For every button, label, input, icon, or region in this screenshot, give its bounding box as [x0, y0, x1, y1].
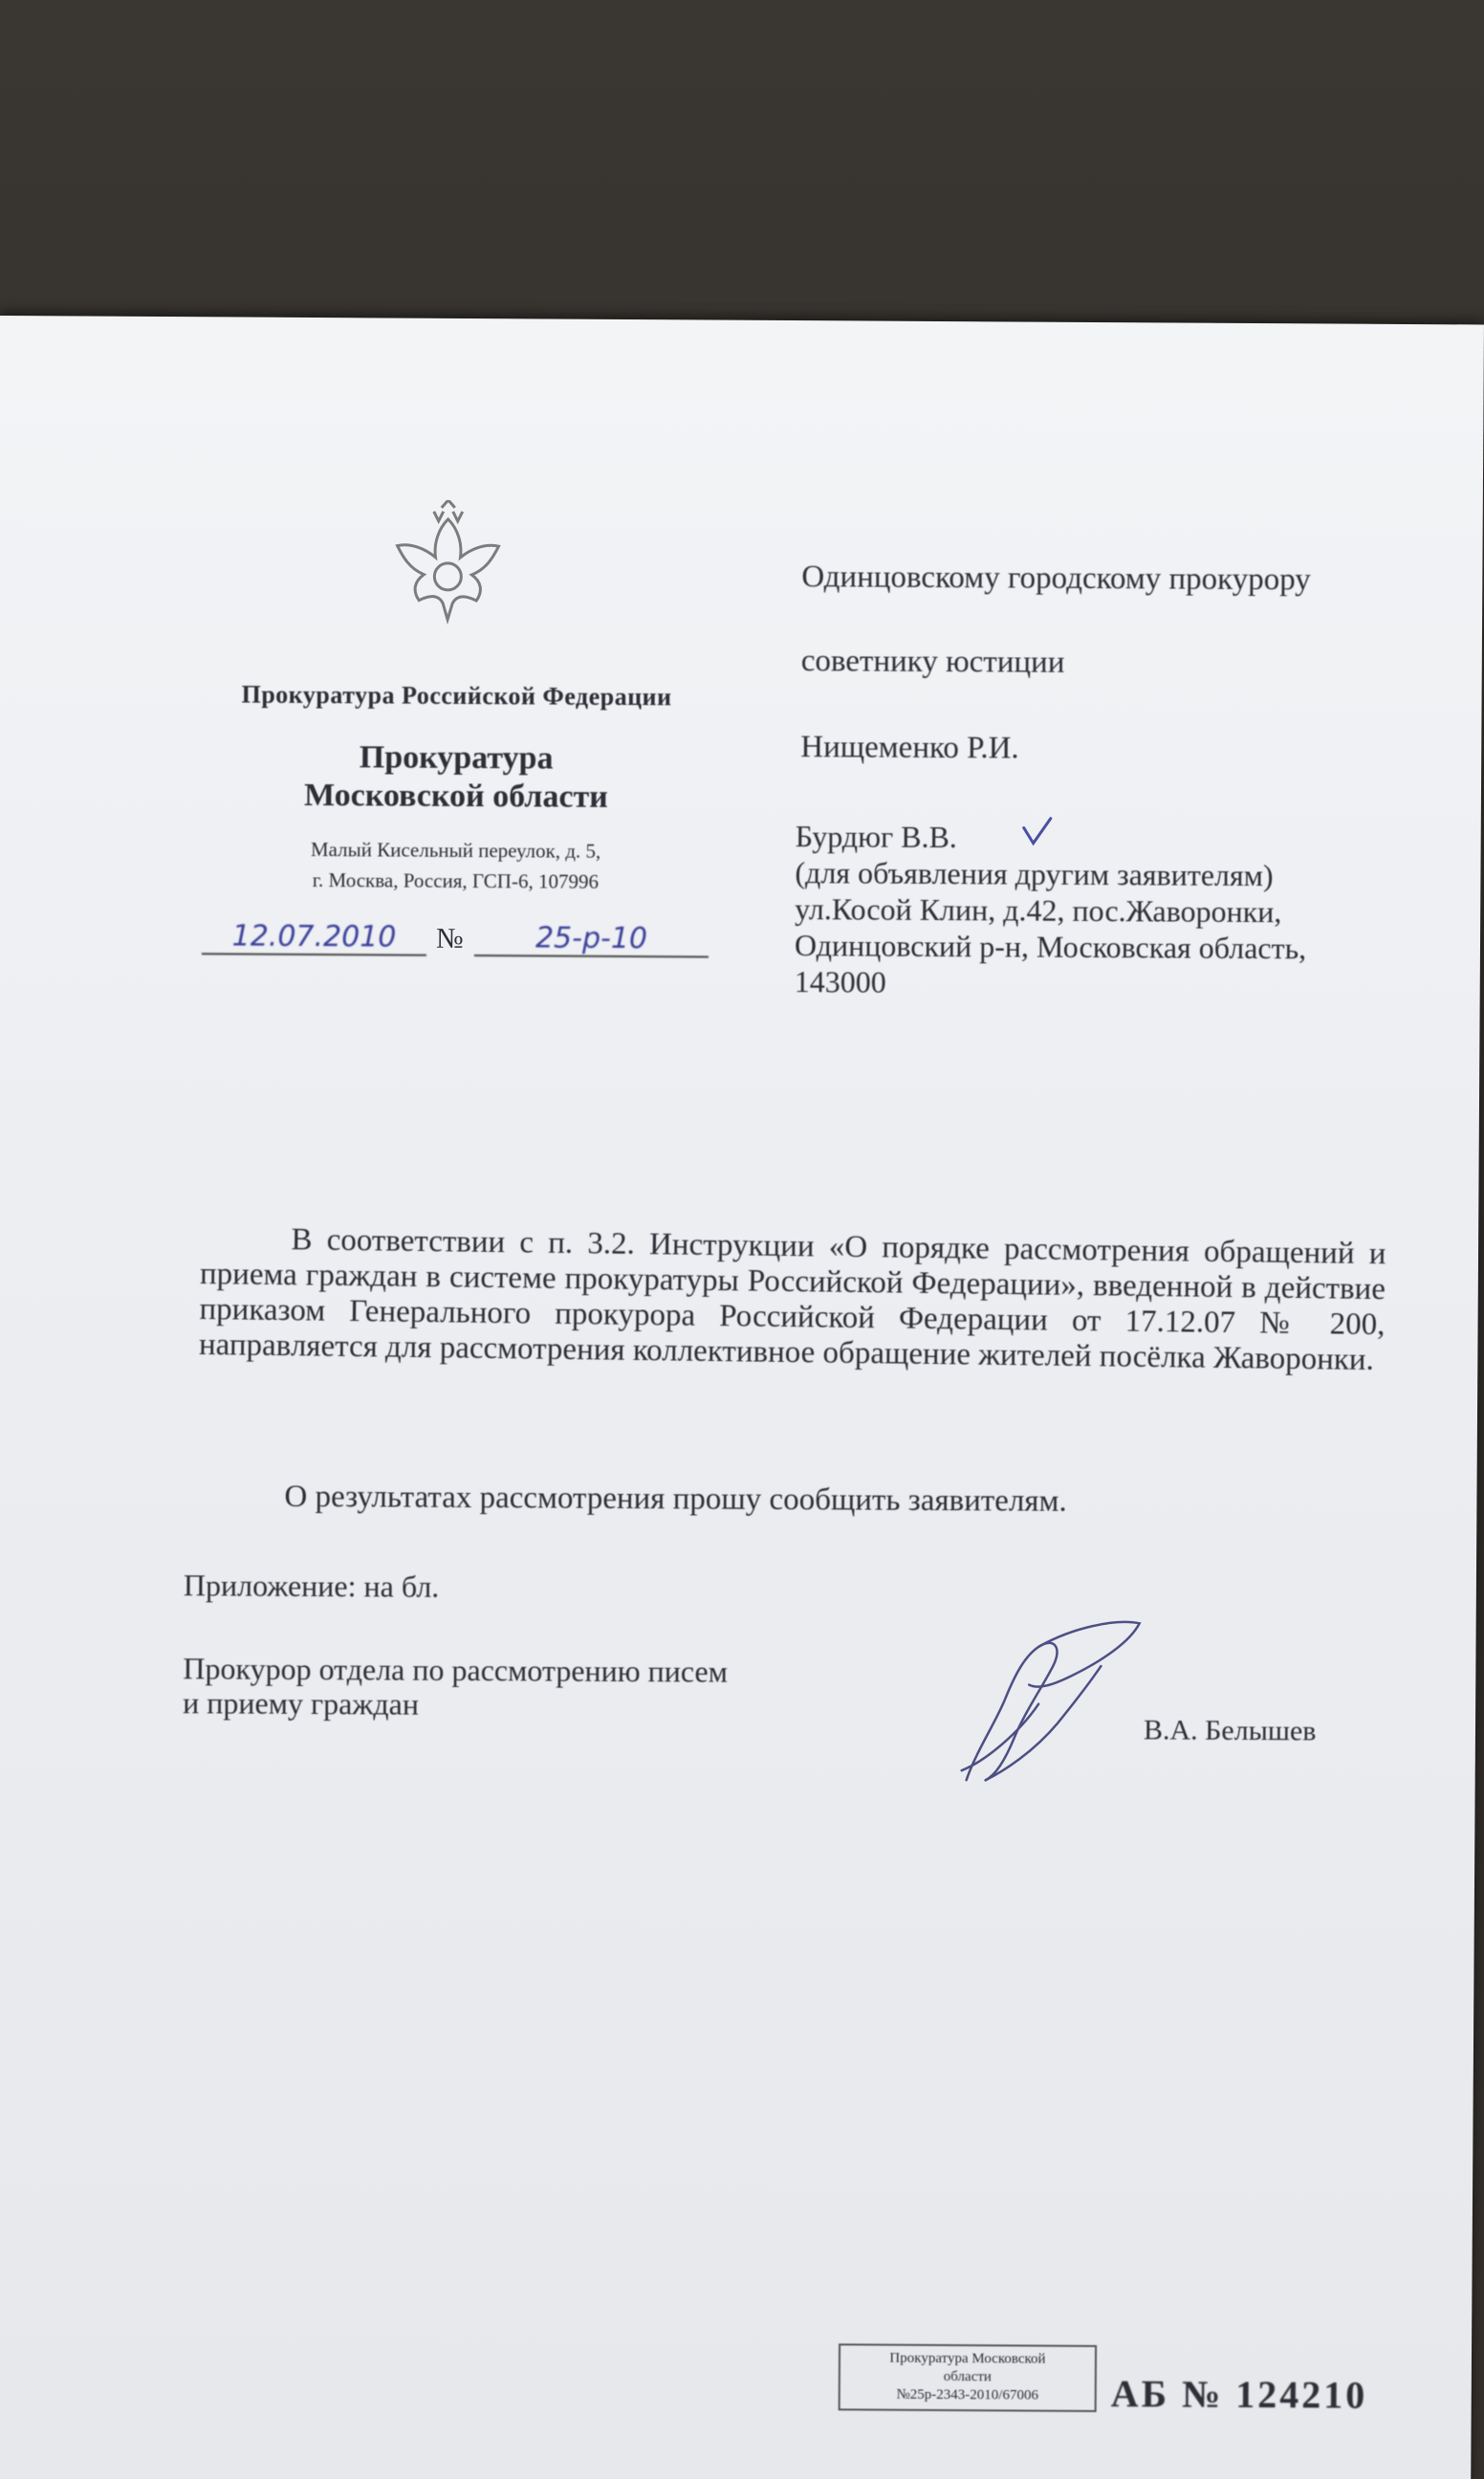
attachment-note: Приложение: на бл.: [183, 1568, 440, 1604]
signer-title: [183, 1651, 871, 1723]
body-paragraph: В соответствии с п. 3.2. Инструкции «О порядке рассмотрения обращений и приема граждан в системе прокуратуры Российской Федерации», введенной в действие приказом Генерального прокурора Российской Федерации от 17.12.07 № 200, направляется для рассмотрения коллективное обращение жителей посёлка Жаворонки.: [198, 1222, 1386, 1378]
addressee-block: [800, 559, 1413, 766]
recipient-address-line2: Одинцовский р-н, Московская область,: [794, 928, 1307, 966]
signer-name: В.А. Белышев: [1143, 1714, 1317, 1747]
organization-name: [169, 737, 743, 818]
registration-number-label: №: [435, 922, 464, 954]
handwritten-signature-icon: [948, 1608, 1159, 1800]
handwritten-checkmark-icon: [1020, 815, 1055, 849]
recipient-block: [795, 818, 1446, 1003]
letter-sheet: [0, 316, 1484, 2479]
address-line1: Малый Кисельный переулок, д. 5,: [310, 837, 601, 863]
request-paragraph: О результатах рассмотрения прошу сообщить заявителям.: [284, 1479, 1067, 1519]
recipient-name: Бурдюг В.В.: [795, 819, 957, 855]
addressee-line1: Одинцовскому городскому прокурору: [801, 559, 1311, 598]
recipient-note: (для объявления другим заявителям): [795, 855, 1274, 893]
addressee-line2: советнику юстиции: [800, 644, 1065, 680]
stamp-line3: №25р-2343-2010/67006: [896, 2386, 1039, 2403]
organization-name-line1: Прокуратура: [359, 739, 554, 777]
recipient-address-line1: ул.Косой Клин, д.42, пос.Жаворонки,: [795, 891, 1282, 930]
recipient-postcode: 143000: [794, 964, 886, 999]
parent-organization: Прокуратура Российской Федерации: [241, 680, 672, 712]
signer-title-line1: Прокурор отдела по рассмотрению писем: [183, 1651, 729, 1689]
stamp-line1: Прокуратура Московской: [889, 2350, 1046, 2367]
registration-stamp: [839, 2343, 1097, 2412]
address-line2: г. Москва, Россия, ГСП-6, 107996: [312, 868, 600, 893]
russian-coat-of-arms-icon: [385, 499, 511, 634]
registration-date: 12.07.2010: [202, 919, 426, 955]
addressee-line3: Нищеменко Р.И.: [800, 730, 1019, 766]
organization-address: [168, 833, 742, 898]
signer-title-line2: и приему граждан: [183, 1685, 420, 1722]
stamp-line2: области: [943, 2369, 992, 2385]
registration-line: [202, 919, 709, 960]
organization-name-line2: Московской области: [303, 777, 608, 815]
registration-number: 25-р-10: [474, 921, 709, 957]
form-serial-number: АБ № 124210: [1110, 2372, 1368, 2417]
